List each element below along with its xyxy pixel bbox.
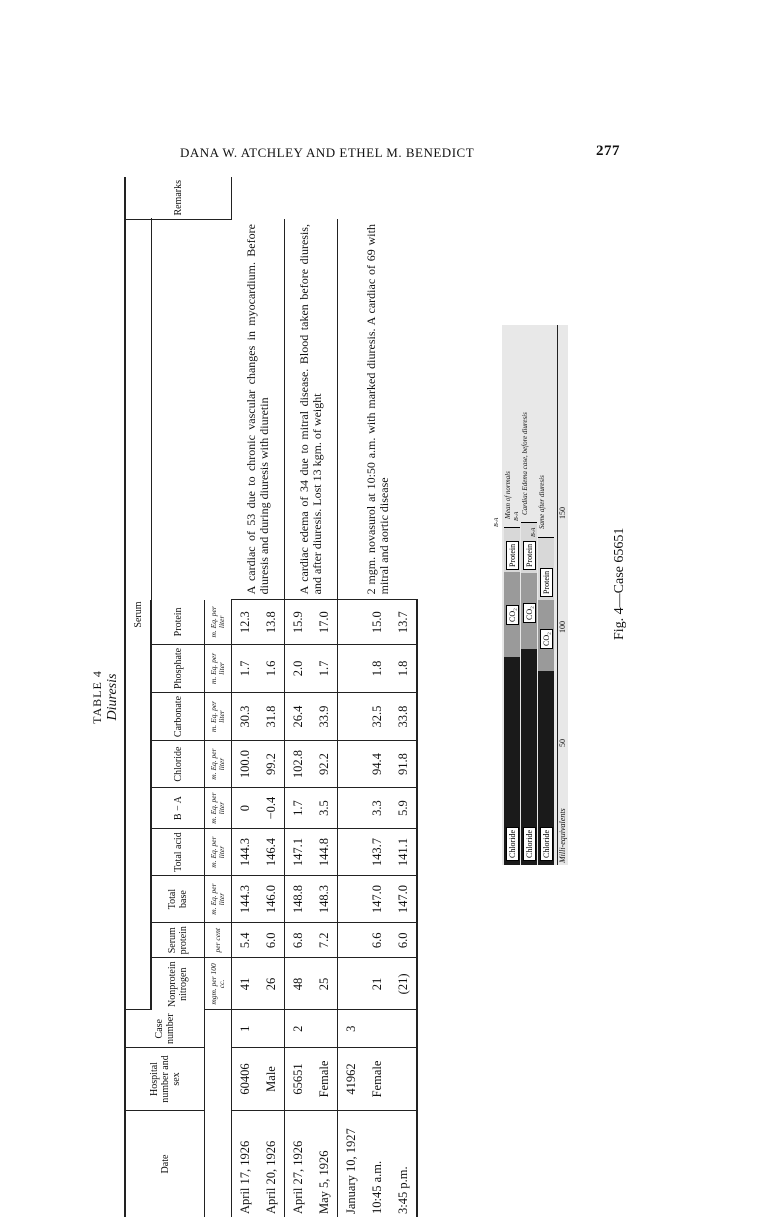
bar-after-diuresis: [538, 325, 554, 865]
header-phosphate: Phosphate: [151, 644, 205, 692]
cell-hospital: Female: [311, 1048, 338, 1111]
axis-label: Milli-equivalents: [558, 808, 567, 863]
cell-phosphate: [338, 644, 365, 692]
ba-marker: B-A: [494, 518, 500, 527]
segment-label: Chloride: [540, 827, 553, 861]
unit-chloride: m. Eq. per liter: [205, 741, 232, 788]
cell-carbonate: [338, 692, 365, 740]
segment-label: Chloride: [523, 827, 536, 861]
cell-npn: [338, 958, 365, 1010]
cell-npn: 26: [258, 958, 285, 1010]
cell-total-acid: 144.8: [311, 829, 338, 876]
cell-hospital: [390, 1048, 417, 1111]
segment-chloride: [504, 657, 520, 865]
cell-total-acid: 144.3: [232, 829, 259, 876]
cell-ba: 3.3: [364, 788, 390, 829]
cell-protein: 15.9: [285, 600, 312, 645]
cell-date: 3:45 p.m.: [390, 1111, 417, 1217]
segment-label: Protein: [523, 541, 536, 570]
header-serum-protein: Serum protein: [151, 923, 205, 958]
header-serum: Serum: [125, 219, 151, 1010]
cell-total-base: 146.0: [258, 876, 285, 923]
tick-label: 100: [558, 621, 567, 633]
bar-mean-of-normals: [504, 325, 520, 865]
page-number: 277: [596, 143, 620, 160]
cell-npn: 41: [232, 958, 259, 1010]
header-hospital: Hospital number and sex: [125, 1048, 205, 1111]
ba-marker: B-A: [531, 528, 537, 537]
header-spacer: [205, 1010, 232, 1217]
cell-total-base: 144.3: [232, 876, 259, 923]
cell-ba: 5.9: [390, 788, 417, 829]
cell-chloride: 102.8: [285, 741, 312, 788]
tick-label: 150: [558, 507, 567, 519]
cell-ba: −0.4: [258, 788, 285, 829]
cell-phosphate: 2.0: [285, 644, 312, 692]
cell-carbonate: 26.4: [285, 692, 312, 740]
cell-ba: 1.7: [285, 788, 312, 829]
cell-remarks: A cardiac of 53 due to chronic vascular changes in myocardium. Before diuresis and during diuresis with diuretin: [232, 219, 285, 600]
header-date: Date: [125, 1111, 205, 1217]
cell-hospital: Female: [364, 1048, 390, 1111]
bar-label: Mean of normals: [504, 471, 512, 519]
table-row: [338, 177, 365, 1217]
cell-serum-protein: 6.0: [258, 923, 285, 958]
cell-carbonate: 33.8: [390, 692, 417, 740]
table-4: [90, 177, 485, 1217]
cell-case: [390, 1010, 417, 1048]
cell-carbonate: 31.8: [258, 692, 285, 740]
segment-label: Protein: [540, 568, 553, 597]
header-npn: Nonprotein nitrogen: [151, 958, 205, 1010]
table-label: TABLE 4: [90, 177, 105, 1217]
cell-carbonate: 30.3: [232, 692, 259, 740]
cell-total-acid: 141.1: [390, 829, 417, 876]
cell-total-base: 148.3: [311, 876, 338, 923]
header-total-base: Total base: [151, 876, 205, 923]
cell-total-base: 148.8: [285, 876, 312, 923]
ba-marker: B-A: [514, 512, 520, 521]
cell-serum-protein: 7.2: [311, 923, 338, 958]
cell-serum-protein: [338, 923, 365, 958]
header-remarks: Remarks: [125, 177, 232, 219]
segment-chloride: [521, 649, 537, 865]
cell-protein: 15.0: [364, 600, 390, 645]
cell-date: January 10, 1927: [338, 1111, 365, 1217]
cell-npn: 21: [364, 958, 390, 1010]
cell-total-acid: [338, 829, 365, 876]
cell-case: 2: [285, 1010, 312, 1048]
cell-total-acid: 147.1: [285, 829, 312, 876]
cell-hospital: 65651: [285, 1048, 312, 1111]
cell-ba: 0: [232, 788, 259, 829]
cell-chloride: 100.0: [232, 741, 259, 788]
unit-carbonate: m. Eq. per liter: [205, 692, 232, 740]
header-chloride: Chloride: [151, 741, 205, 788]
cell-date: April 20, 1926: [258, 1111, 285, 1217]
header-total-acid: Total acid: [151, 829, 205, 876]
bar-label: Same after diuresis: [538, 475, 546, 529]
cell-case: 1: [232, 1010, 259, 1048]
cell-total-base: 147.0: [390, 876, 417, 923]
cell-remarks: 2 mgm. novasurol at 10:50 a.m. with marked diuresis. A cardiac of 69 with mitral and aortic disease: [338, 219, 418, 600]
cell-hospital: 60406: [232, 1048, 259, 1111]
cell-phosphate: 1.6: [258, 644, 285, 692]
running-head: [180, 143, 620, 163]
cell-date: April 17, 1926: [232, 1111, 259, 1217]
unit-npn: mgm. per 100 cc.: [205, 958, 232, 1010]
table-row: [285, 177, 312, 1217]
cell-ba: [338, 788, 365, 829]
cell-phosphate: 1.7: [311, 644, 338, 692]
cell-npn: 25: [311, 958, 338, 1010]
table-caption: [90, 177, 120, 1217]
cell-protein: 13.7: [390, 600, 417, 645]
unit-protein: m. Eq. per liter: [205, 600, 232, 645]
segment-label: CO₂: [506, 605, 519, 625]
cell-phosphate: 1.7: [232, 644, 259, 692]
segment-label: CO₂: [540, 629, 553, 649]
segment-chloride: [538, 671, 554, 865]
cell-serum-protein: 5.4: [232, 923, 259, 958]
cell-protein: 17.0: [311, 600, 338, 645]
unit-ba: m. Eq. per liter: [205, 788, 232, 829]
cell-ba: 3.5: [311, 788, 338, 829]
cell-phosphate: 1.8: [390, 644, 417, 692]
figure-caption: Fig. 4—Case 65651: [612, 440, 636, 640]
segment-label: Protein: [506, 541, 519, 570]
segment-co2: [521, 573, 537, 649]
cell-case: [311, 1010, 338, 1048]
segment-protein: [504, 527, 520, 572]
cell-serum-protein: 6.6: [364, 923, 390, 958]
unit-phosphate: m. Eq. per liter: [205, 644, 232, 692]
header-carbonate: Carbonate: [151, 692, 205, 740]
cell-carbonate: 33.9: [311, 692, 338, 740]
cell-serum-protein: 6.0: [390, 923, 417, 958]
cell-case: 3: [338, 1010, 365, 1048]
running-head-title: DANA W. ATCHLEY AND ETHEL M. BENEDICT: [180, 145, 474, 161]
cell-chloride: 94.4: [364, 741, 390, 788]
tick-label: 50: [558, 739, 567, 747]
cell-chloride: 92.2: [311, 741, 338, 788]
cell-total-acid: 143.7: [364, 829, 390, 876]
cell-protein: 13.8: [258, 600, 285, 645]
cell-date: May 5, 1926: [311, 1111, 338, 1217]
cell-case: [364, 1010, 390, 1048]
table-row: [232, 177, 259, 1217]
header-case: Case number: [125, 1010, 205, 1048]
cell-total-acid: 146.4: [258, 829, 285, 876]
cell-chloride: 91.8: [390, 741, 417, 788]
unit-serum-protein: per cent: [205, 923, 232, 958]
cell-protein: [338, 600, 365, 645]
table-subtitle: Diuresis: [105, 177, 120, 1217]
cell-remarks: A cardiac edema of 34 due to mitral disease. Blood taken before diuresis, and after diuresis. Lost 13 kgm. of weight: [285, 219, 338, 600]
cell-chloride: 99.2: [258, 741, 285, 788]
cell-case: [258, 1010, 285, 1048]
cell-npn: 48: [285, 958, 312, 1010]
cell-protein: 12.3: [232, 600, 259, 645]
header-protein: Protein: [151, 600, 205, 645]
cell-hospital: 41962: [338, 1048, 365, 1111]
cell-date: April 27, 1926: [285, 1111, 312, 1217]
bar-label: Cardiac Edema case, before diuresis: [521, 412, 529, 515]
cell-phosphate: 1.8: [364, 644, 390, 692]
segment-label: Chloride: [506, 827, 519, 861]
cell-carbonate: 32.5: [364, 692, 390, 740]
cell-date: 10:45 a.m.: [364, 1111, 390, 1217]
cell-total-base: [338, 876, 365, 923]
cell-hospital: Male: [258, 1048, 285, 1111]
figure-4: [502, 325, 568, 865]
unit-total-acid: m. Eq. per liter: [205, 829, 232, 876]
segment-co2: [504, 572, 520, 657]
cell-serum-protein: 6.8: [285, 923, 312, 958]
segment-protein: [538, 537, 554, 600]
cell-total-base: 147.0: [364, 876, 390, 923]
bar-before-diuresis: [521, 325, 537, 865]
header-ba: B − A: [151, 788, 205, 829]
cell-chloride: [338, 741, 365, 788]
x-axis: [558, 325, 568, 865]
segment-co2: [538, 600, 554, 671]
cell-npn: (21): [390, 958, 417, 1010]
segment-label: CO₂: [523, 603, 536, 623]
unit-total-base: m. Eq. per liter: [205, 876, 232, 923]
diuresis-table: [124, 177, 418, 1217]
